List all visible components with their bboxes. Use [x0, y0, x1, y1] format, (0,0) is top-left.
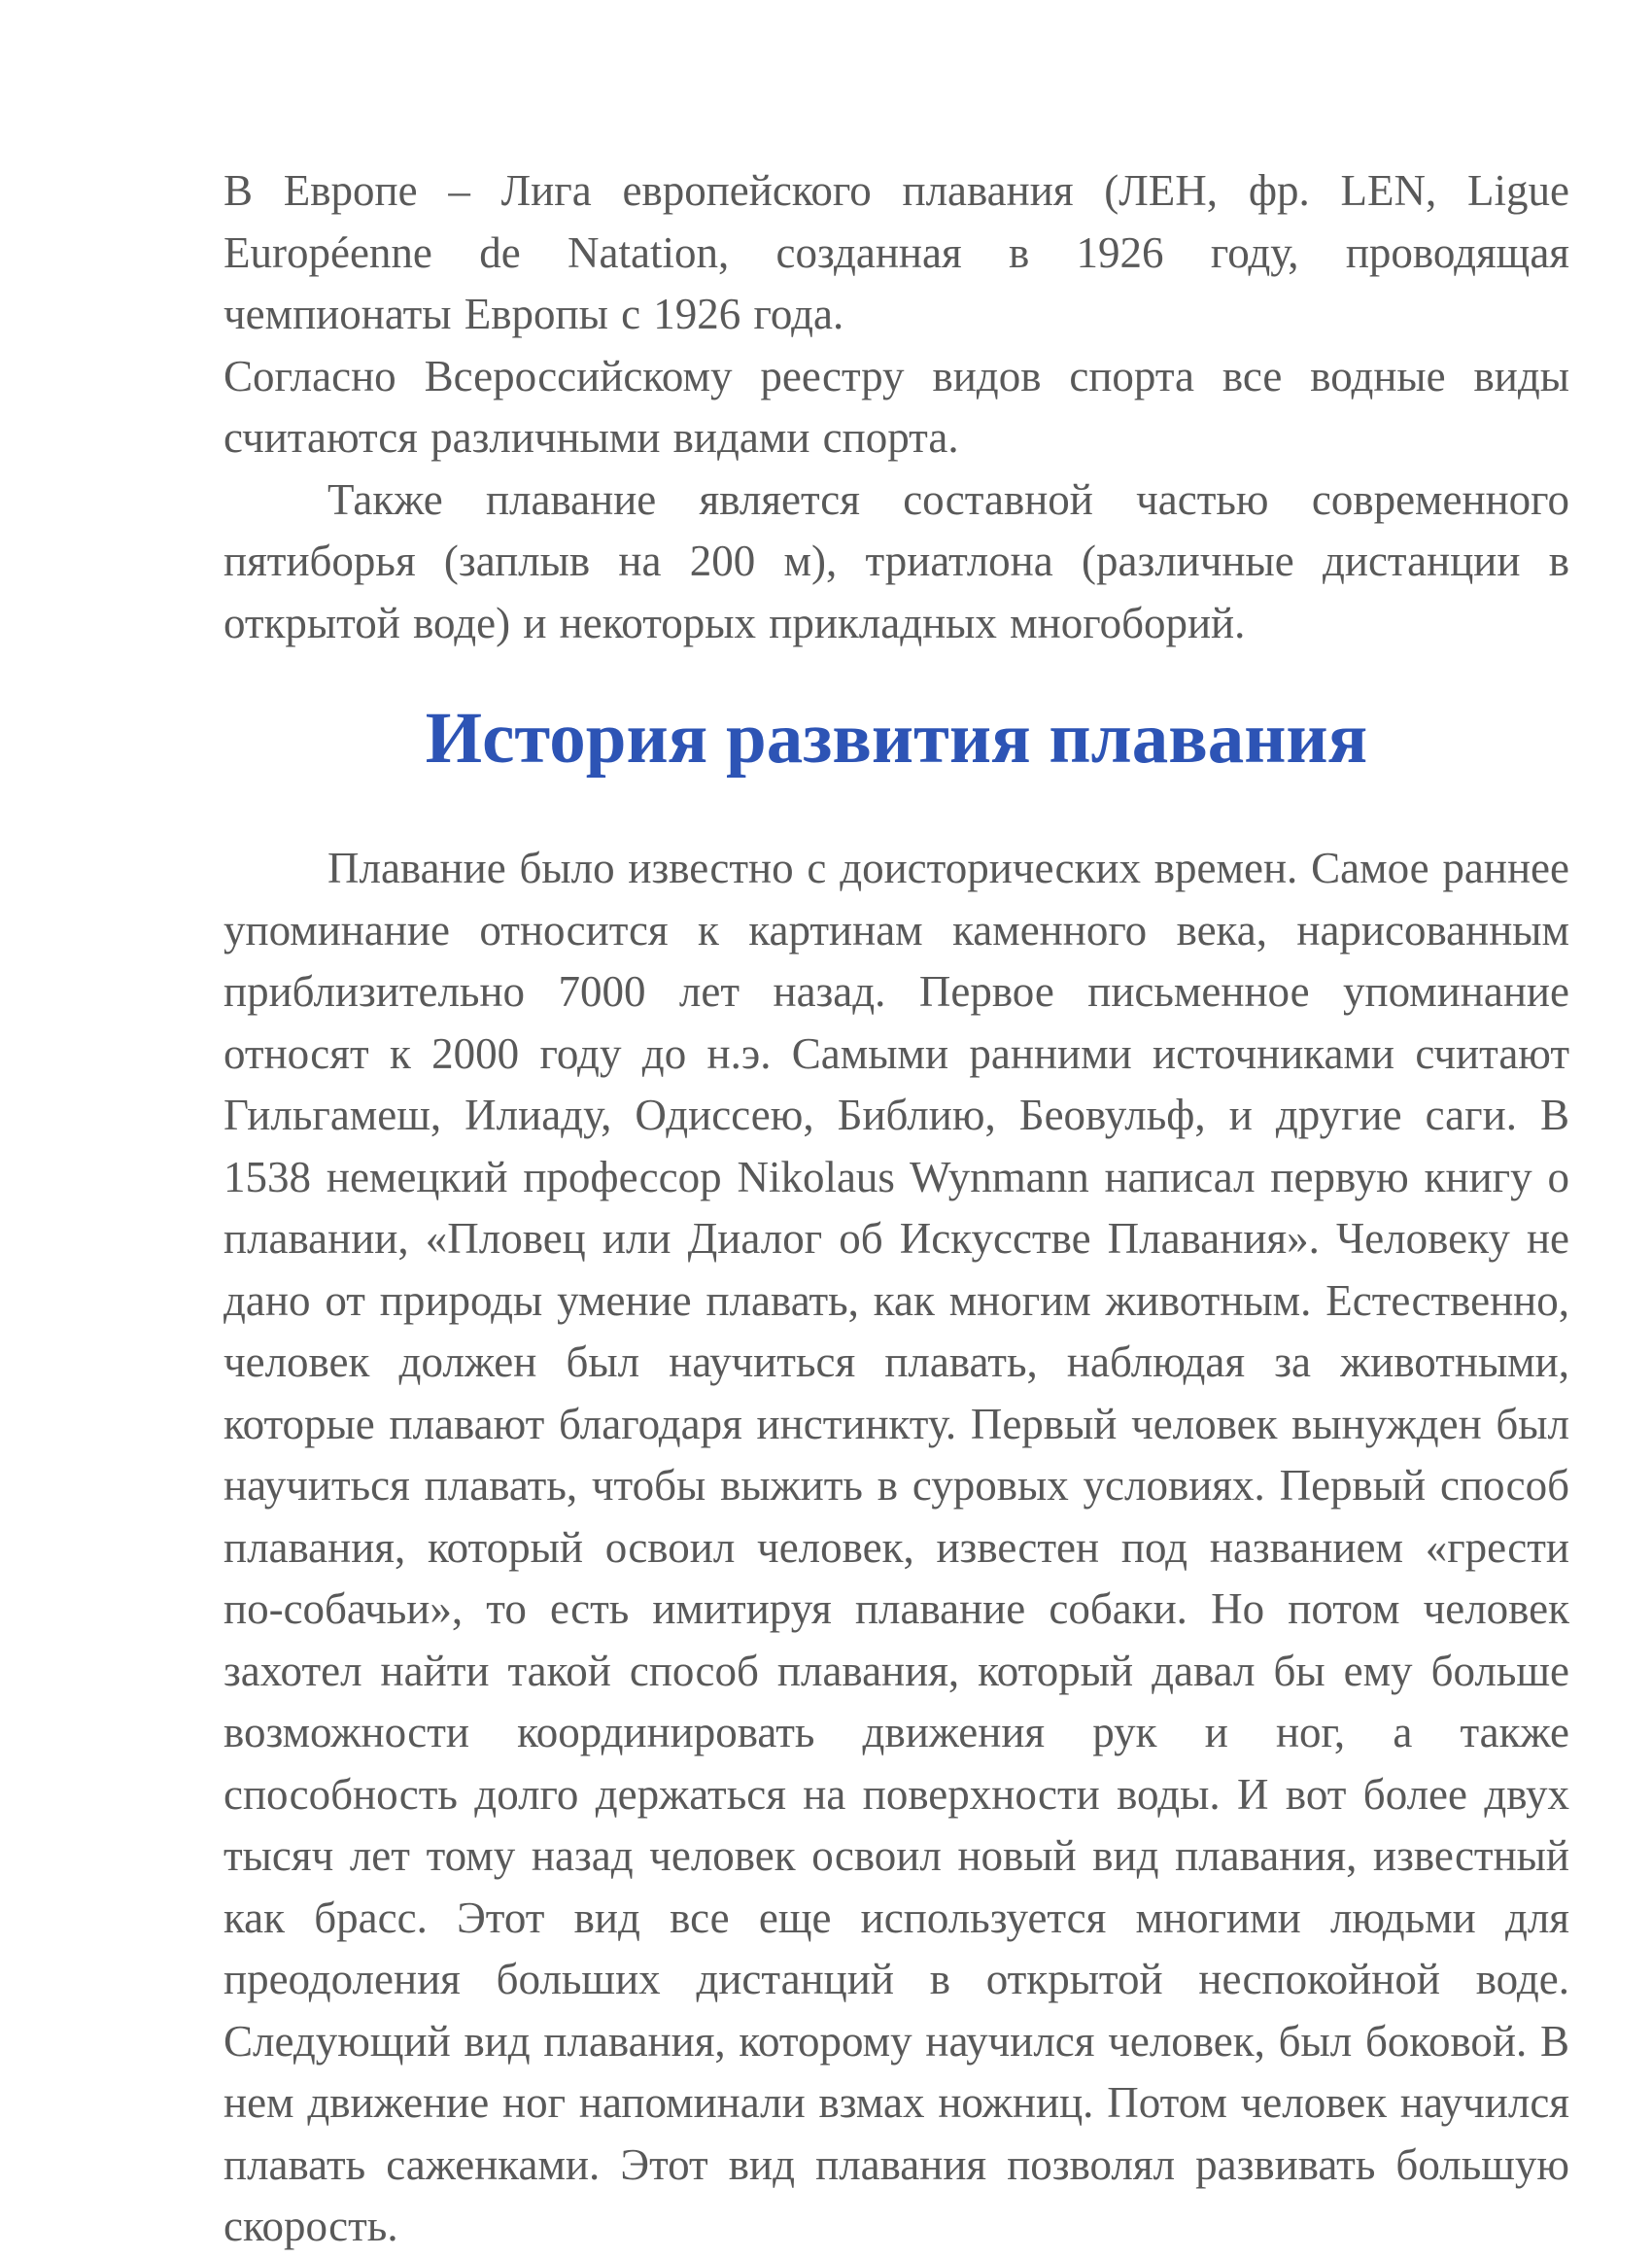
paragraph-swimming-history: Плавание было известно с доисторических времен. Самое раннее упоминание относится к картинам каменного века, нарисованным приблизительно 7000 лет назад. Первое письменное упоминание относят к 2000 году до н.э. Самыми ранними источниками считают Гильгамеш, Илиаду, Одиссею, Библию, Беовульф, и другие саги. В 1538 немецкий профессор Nikolaus Wynmann написал первую книгу о плавании, «Пловец или Диалог об Искусстве Плавания». Человеку не дано от природы умение плавать, как многим животным. Естественно, человек должен был научиться плавать, наблюдая за животными, которые плавают благодаря инстинкту. Первый человек вынужден был научиться плавать, чтобы выжить в суровых условиях. Первый способ плавания, который освоил человек, известен под названием «грести по-собачьи», то есть имитируя плавание собаки. Но потом человек захотел найти такой способ плавания, который давал бы ему больше возможности координировать движения рук и ног, а также способность долго держаться на поверхности воды. И вот более двух тысяч лет тому назад человек освоил новый вид плавания, известный как брасс. Этот вид все еще используется многими людьми для преодоления больших дистанций в открытой неспокойной воде. Следующий вид плавания, которому научился человек, был боковой. В нем движение ног напоминали взмах ножниц. Потом человек научился плавать саженками. Этот вид плавания позволял развивать большую скорость. — [224, 844, 1569, 2250]
paragraph-european-league: В Европе – Лига европейского плавания (ЛЕН, фр. LEN, Ligue Européenne de Natation, созданная в 1926 году, проводящая чемпионаты Европы с 1926 года. — [224, 166, 1569, 338]
paragraph-sports-registry: Согласно Всероссийскому реестру видов спорта все водные виды считаются различными видами спорта. — [224, 351, 1569, 462]
section-heading-history-of-swimming: История развития плавания — [425, 698, 1368, 779]
paragraph-multisport: Также плавание является составной частью современного пятиборья (заплыв на 200 м), триатлона (различные дистанции в открытой воде) и некоторых прикладных многоборий. — [224, 474, 1569, 647]
